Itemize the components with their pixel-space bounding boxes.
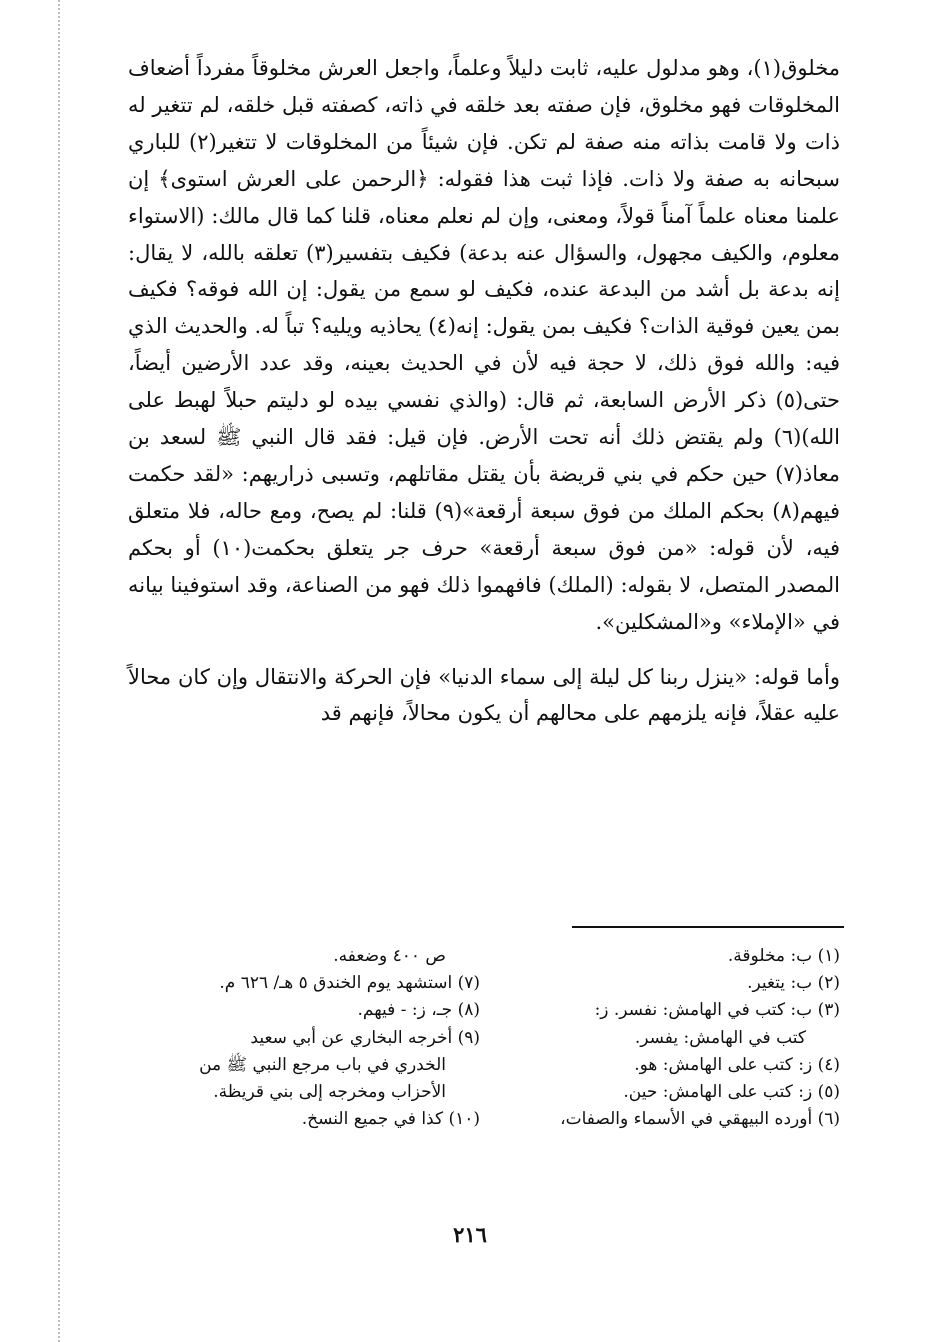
page-edge-dotted-line <box>58 0 60 1342</box>
footnotes-right-column <box>492 943 840 1133</box>
footnote-2: (٢) ب: يتغير. <box>747 973 840 994</box>
footnote-10: (١٠) كذا في جميع النسخ. <box>301 1109 480 1130</box>
footnote-6: (٦) أورده البيهقي في الأسماء والصفات، <box>560 1109 840 1130</box>
footnotes-left-column <box>140 943 480 1133</box>
footnote-9-continued-1: الخدري في باب مرجع النبي ﷺ من <box>199 1054 446 1075</box>
footnote-separator <box>572 926 844 928</box>
footnote-3-continued: كتب في الهامش: يفسر. <box>634 1027 806 1048</box>
footnote-6-continued: ص ٤٠٠ وضعفه. <box>333 946 446 966</box>
footnote-9-continued-2: الأحزاب ومخرجه إلى بني قريظة. <box>213 1082 446 1103</box>
paragraph-2: وأما قوله: «ينزل ربنا كل ليلة إلى سماء الدنيا» فإن الحركة والانتقال وإن كان محالاً عليه عقلاً، فإنه يلزمهم على محالهم أن يكون محالاً، فإنهم قد <box>128 664 840 726</box>
footnote-4: (٤) ز: كتب على الهامش: هو. <box>634 1054 840 1075</box>
footnote-3: (٣) ب: كتب في الهامش: نفسر. ز: <box>594 1000 840 1021</box>
footnote-9: (٩) أخرجه البخاري عن أبي سعيد <box>250 1027 480 1048</box>
footnote-5: (٥) ز: كتب على الهامش: حين. <box>623 1082 840 1103</box>
footnote-1: (١) ب: مخلوقة. <box>727 946 840 966</box>
footnote-8: (٨) جـ، ز: - فيهم. <box>357 1000 480 1021</box>
footnote-7: (٧) استشهد يوم الخندق ٥ هـ/ ٦٢٦ م. <box>219 973 480 994</box>
page-number: ٢١٦ <box>453 1222 487 1247</box>
paragraph-1: مخلوق(١)، وهو مدلول عليه، ثابت دليلاً وعلماً، واجعل العرش مخلوقاً مفرداً أضعاف المخلوقات فهو مخلوق، فإن صفته بعد خلقه في ذاته، كصفته قبل خلقه، لم تتغير له ذات ولا قامت بذاته منه صفة لم تكن. فإن شيئاً من المخلوقات لا تتغير(٢) للباري سبحانه به صفة ولا ذات. فإذا ثبت هذا فقوله: ﴿الرحمن على العرش استوى﴾ إن علمنا معناه علماً آمناً قولاً، ومعنى، وإن لم نعلم معناه، قلنا كما قال مالك: (الاستواء معلوم، والكيف مجهول، والسؤال عنه بدعة) فكيف بتفسير(٣) تعلقه بالله، لا يقال: إنه بدعة بل أشد من البدعة عنده، فكيف لو سمع من يقول: إن الله فوقه؟ فكيف بمن يعين فوقية الذات؟ فكيف بمن يقول: إنه(٤) يحاذيه ويليه؟ تباً له. والحديث الذي فيه: والله فوق ذلك، لا حجة فيه لأن في الحديث بعينه، وقد عدد الأرضين أيضاً، حتى(٥) ذكر الأرض السابعة، ثم قال: (والذي نفسي بيده لو دليتم حبلاً لهبط على الله)(٦) ولم يقتض ذلك أنه تحت الأرض. فإن قيل: فقد قال النبي ﷺ لسعد بن معاذ(٧) حين حكم في بني قريضة بأن يقتل مقاتلهم، وتسبى ذراريهم: «لقد حكمت فيهم(٨) بحكم الملك من فوق سبعة أرقعة»(٩) قلنا: لم يصح، ومع حاله، فلا متعلق فيه، لأن قوله: «من فوق سبعة أرقعة» حرف جر يتعلق بحكمت(١٠) أو بحكم المصدر المتصل، لا بقوله: (الملك) فافهموا ذلك فهو من الصناعة، وقد استوفينا بيانه في «الإملاء» و«المشكلين». <box>128 56 841 634</box>
main-text <box>128 50 840 732</box>
